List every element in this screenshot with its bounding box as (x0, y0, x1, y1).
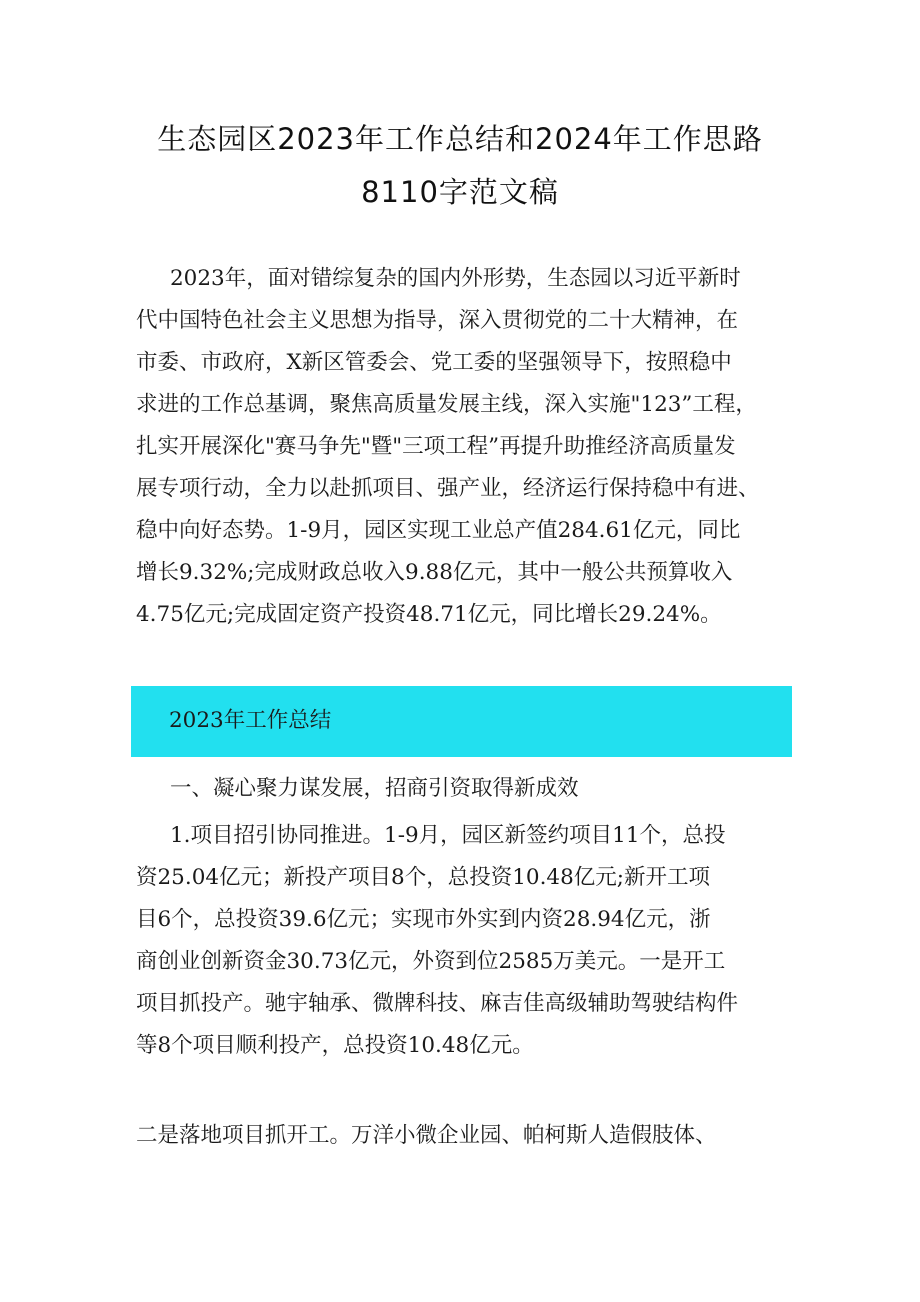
intro-paragraph (136, 258, 792, 636)
item-2-paragraph (136, 1115, 792, 1157)
intro-line: 增长9.32%;完成财政总收入9.88亿元，其中一般公共预算收入 (136, 560, 733, 585)
intro-line: 稳中向好态势。1-9月，园区实现工业总产值284.61亿元，同比 (136, 518, 741, 543)
item-1-line: 资25.04亿元；新投产项目8个，总投资10.48亿元;新开工项 (136, 865, 711, 890)
document-title-line-1: 生态园区2023年工作总结和2024年工作思路 (157, 122, 763, 156)
item-1-line: 商创业创新资金30.73亿元，外资到位2585万美元。一是开工 (136, 949, 726, 974)
subheading-block (136, 768, 792, 810)
intro-line: 求进的工作总基调，聚焦高质量发展主线，深入实施"123”工程， (136, 392, 757, 417)
subheading: 一、凝心聚力谋发展，招商引资取得新成效 (170, 776, 579, 801)
document-title-line-2: 8110字范文稿 (361, 175, 559, 209)
intro-line: 4.75亿元;完成固定资产投资48.71亿元，同比增长29.24%。 (136, 602, 722, 627)
item-2-line: 二是落地项目抓开工。万洋小微企业园、帕柯斯人造假肢体、 (136, 1123, 717, 1148)
intro-line: 2023年，面对错综复杂的国内外形势，生态园以习近平新时 (170, 266, 741, 291)
intro-line: 扎实开展深化"赛马争先"暨"三项工程”再提升助推经济高质量发 (136, 434, 736, 459)
section-heading: 2023年工作总结 (169, 708, 332, 733)
item-1-paragraph (136, 815, 792, 1067)
item-1-line: 项目抓投产。驰宇轴承、微牌科技、麻吉佳高级辅助驾驶结构件 (136, 991, 739, 1016)
item-1-line: 1.项目招引协同推进。1-9月，园区新签约项目11个，总投 (170, 823, 726, 848)
intro-line: 代中国特色社会主义思想为指导，深入贯彻党的二十大精神，在 (136, 308, 739, 333)
section-heading-highlight (131, 686, 792, 757)
item-1-line: 等8个项目顺利投产，总投资10.48亿元。 (136, 1033, 534, 1058)
item-1-line: 目6个，总投资39.6亿元；实现市外实到内资28.94亿元，浙 (136, 907, 711, 932)
intro-line: 展专项行动，全力以赴抓项目、强产业，经济运行保持稳中有进、 (136, 476, 760, 501)
intro-line: 市委、市政府，X新区管委会、党工委的坚强领导下，按照稳中 (136, 350, 732, 375)
